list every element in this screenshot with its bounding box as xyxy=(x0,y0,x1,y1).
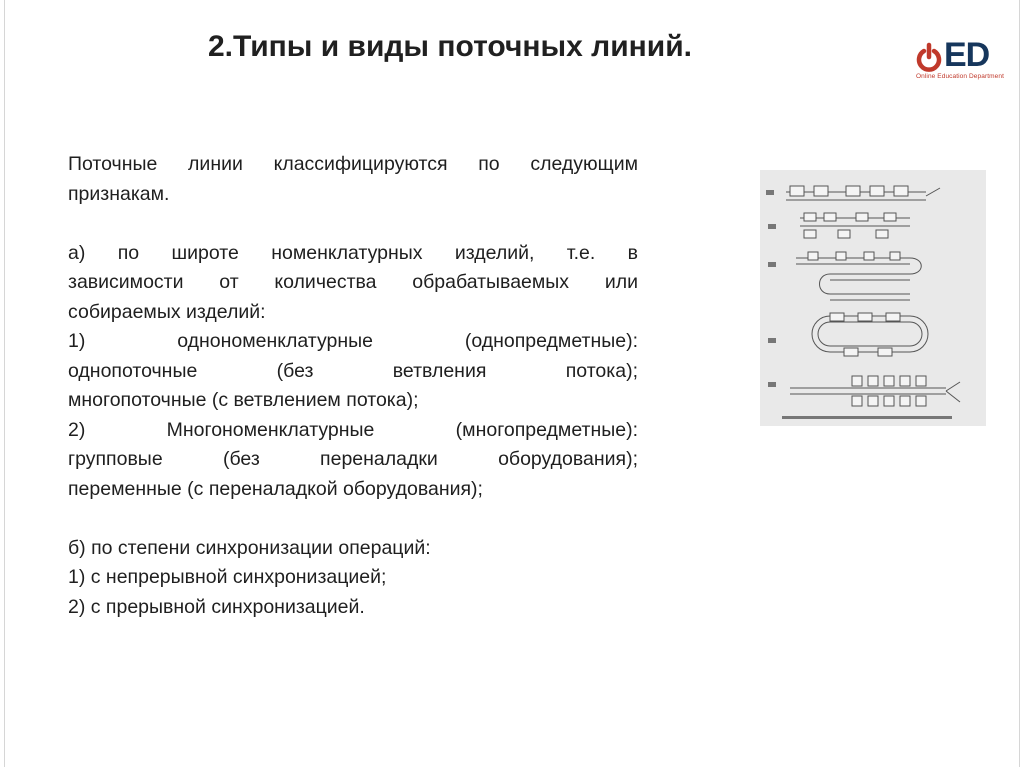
item-a2-line-3: переменные (с переналадкой оборудования); xyxy=(68,477,483,500)
criterion-a-line-2: зависимости от количества обрабатываемых или xyxy=(68,271,638,293)
slide-right-border xyxy=(1019,0,1020,767)
logo-mark xyxy=(916,34,1004,72)
criterion-a-line-1: а) по широте номенклатурных изделий, т.е. в xyxy=(68,241,638,264)
item-a1-line-1: 1) однономенклатурные (однопредметные): xyxy=(68,330,638,352)
criterion-b-line-2: 1) с непрерывной синхронизацией; xyxy=(68,566,387,588)
body-text xyxy=(68,150,638,622)
logo-letters: ED xyxy=(944,36,990,74)
intro-line-1: Поточные линии классифицируются по следующим xyxy=(68,153,638,175)
item-a2-line-1: 2) Многономенклатурные (многопредметные): xyxy=(68,418,638,441)
logo-subtitle: Online Education Department xyxy=(916,73,1004,80)
paragraph-gap xyxy=(68,209,638,239)
flow-line-schematic-image xyxy=(760,170,986,426)
criterion-b-line-1: б) по степени синхронизации операций: xyxy=(68,536,431,559)
intro-line-2: признакам. xyxy=(68,182,170,205)
slide-title: 2.Типы и виды поточных линий. xyxy=(208,30,692,63)
item-a1-line-2: однопоточные (без ветвления потока); xyxy=(68,359,638,382)
criterion-b-line-3: 2) с прерывной синхронизацией. xyxy=(68,595,365,618)
oed-logo xyxy=(916,34,1004,84)
item-a2-line-2: групповые (без переналадки оборудования); xyxy=(68,448,638,470)
slide-left-border xyxy=(4,0,5,767)
criterion-a-line-3: собираемых изделий: xyxy=(68,300,266,323)
power-icon xyxy=(916,42,942,72)
item-a1-line-3: многопоточные (с ветвлением потока); xyxy=(68,389,419,411)
paragraph-gap xyxy=(68,504,638,534)
